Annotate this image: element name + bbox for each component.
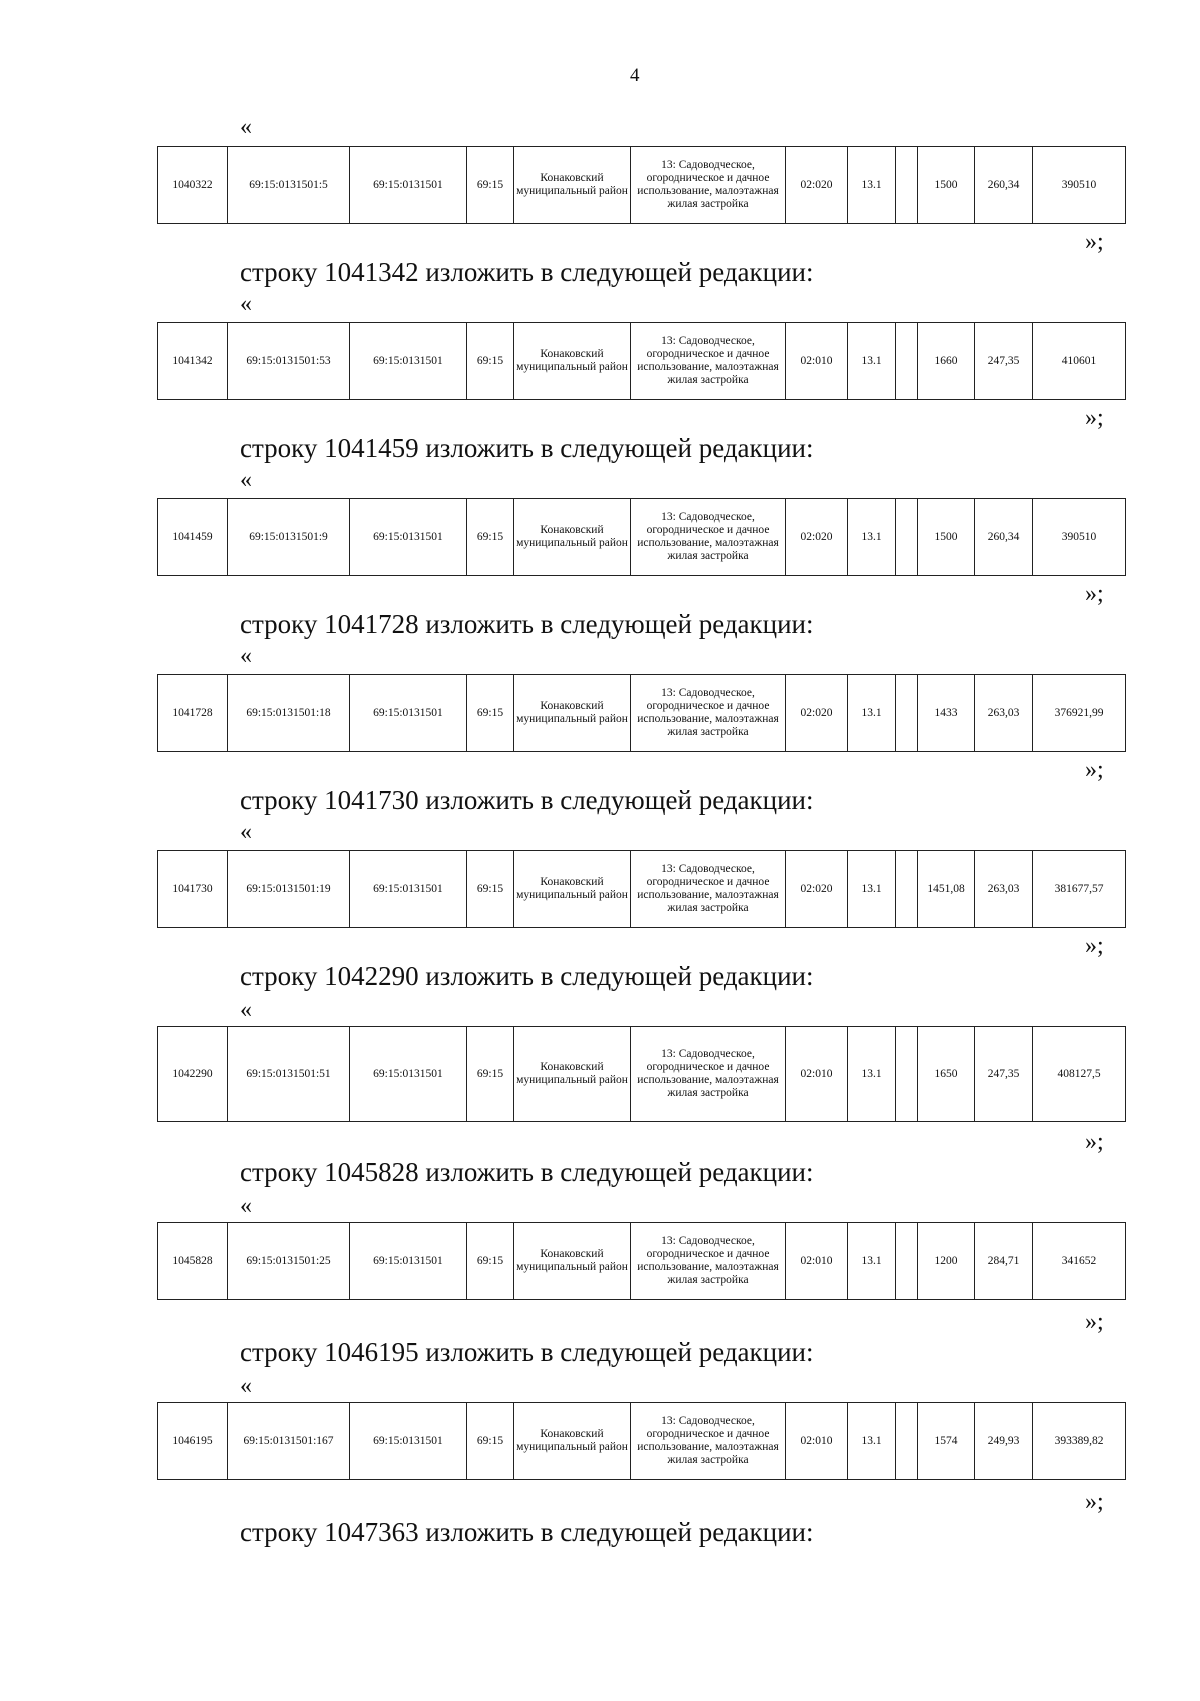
cell-purpose: 13: Садоводческое, огородническое и дачное использование, малоэтажная жилая застройка — [631, 851, 786, 928]
table-row-0 — [157, 146, 1126, 224]
cell-area: 1433 — [918, 675, 975, 752]
section-heading: строку 1041730 изложить в следующей редакции: — [240, 785, 814, 815]
cell-value: 390510 — [1033, 499, 1126, 576]
cell-cadastral-number: 69:15:0131501:51 — [228, 1027, 350, 1122]
cell-district-code: 69:15 — [467, 1223, 514, 1300]
cell-group: 13.1 — [848, 1223, 896, 1300]
cell-area: 1451,08 — [918, 851, 975, 928]
cell-cadastral-number: 69:15:0131501:25 — [228, 1223, 350, 1300]
cell-area: 1200 — [918, 1223, 975, 1300]
cell-purpose: 13: Садоводческое, огородническое и дачное использование, малоэтажная жилая застройка — [631, 499, 786, 576]
cell-district: Конаковский муниципальный район — [514, 499, 631, 576]
cell-id: 1042290 — [158, 1027, 228, 1122]
cell-value: 393389,82 — [1033, 1403, 1126, 1480]
cell-purpose: 13: Садоводческое, огородническое и дачное использование, малоэтажная жилая застройка — [631, 1027, 786, 1122]
cell-group: 13.1 — [848, 1027, 896, 1122]
cell-cadastral-number: 69:15:0131501:53 — [228, 323, 350, 400]
cell-district: Конаковский муниципальный район — [514, 147, 631, 224]
cell-district: Конаковский муниципальный район — [514, 1403, 631, 1480]
close-quote: »; — [1085, 581, 1104, 607]
open-quote: « — [240, 819, 252, 845]
cell-cadastral-quarter: 69:15:0131501 — [350, 851, 467, 928]
table-row-4 — [157, 850, 1126, 928]
open-quote: « — [240, 643, 252, 669]
section-heading: строку 1045828 изложить в следующей редакции: — [240, 1157, 814, 1187]
cell-zone: 02:020 — [786, 675, 848, 752]
cell-zone: 02:010 — [786, 323, 848, 400]
cell-empty — [896, 1403, 918, 1480]
cell-district-code: 69:15 — [467, 675, 514, 752]
cell-rate: 247,35 — [975, 1027, 1033, 1122]
section-heading: строку 1042290 изложить в следующей редакции: — [240, 961, 814, 991]
cell-district: Конаковский муниципальный район — [514, 675, 631, 752]
cell-cadastral-number: 69:15:0131501:9 — [228, 499, 350, 576]
cell-group: 13.1 — [848, 499, 896, 576]
cell-area: 1574 — [918, 1403, 975, 1480]
open-quote: « — [240, 1193, 252, 1219]
cell-zone: 02:020 — [786, 851, 848, 928]
cell-id: 1041730 — [158, 851, 228, 928]
cell-cadastral-quarter: 69:15:0131501 — [350, 1027, 467, 1122]
cell-id: 1046195 — [158, 1403, 228, 1480]
cell-value: 390510 — [1033, 147, 1126, 224]
cell-group: 13.1 — [848, 147, 896, 224]
cell-value: 381677,57 — [1033, 851, 1126, 928]
cell-empty — [896, 675, 918, 752]
cell-area: 1500 — [918, 147, 975, 224]
close-quote: »; — [1085, 757, 1104, 783]
cell-id: 1041728 — [158, 675, 228, 752]
cell-id: 1040322 — [158, 147, 228, 224]
cell-district-code: 69:15 — [467, 1027, 514, 1122]
cell-id: 1041459 — [158, 499, 228, 576]
cell-purpose: 13: Садоводческое, огородническое и дачное использование, малоэтажная жилая застройка — [631, 323, 786, 400]
cell-district-code: 69:15 — [467, 1403, 514, 1480]
section-heading: строку 1041459 изложить в следующей редакции: — [240, 433, 814, 463]
cell-district-code: 69:15 — [467, 499, 514, 576]
cell-rate: 263,03 — [975, 675, 1033, 752]
table-row-7 — [157, 1402, 1126, 1480]
open-quote: « — [240, 467, 252, 493]
cell-purpose: 13: Садоводческое, огородническое и дачное использование, малоэтажная жилая застройка — [631, 675, 786, 752]
close-quote: »; — [1085, 933, 1104, 959]
cell-empty — [896, 1223, 918, 1300]
cell-area: 1500 — [918, 499, 975, 576]
open-quote: « — [240, 291, 252, 317]
table-row-2 — [157, 498, 1126, 576]
table-row-6 — [157, 1222, 1126, 1300]
section-heading: строку 1041342 изложить в следующей редакции: — [240, 257, 814, 287]
cell-zone: 02:010 — [786, 1223, 848, 1300]
cell-group: 13.1 — [848, 1403, 896, 1480]
table-row-1 — [157, 322, 1126, 400]
cell-cadastral-quarter: 69:15:0131501 — [350, 323, 467, 400]
cell-rate: 284,71 — [975, 1223, 1033, 1300]
cell-district: Конаковский муниципальный район — [514, 851, 631, 928]
cell-value: 376921,99 — [1033, 675, 1126, 752]
cell-zone: 02:020 — [786, 499, 848, 576]
cell-rate: 249,93 — [975, 1403, 1033, 1480]
close-quote: »; — [1085, 1129, 1104, 1155]
cell-id: 1045828 — [158, 1223, 228, 1300]
cell-district-code: 69:15 — [467, 323, 514, 400]
cell-district-code: 69:15 — [467, 851, 514, 928]
close-quote: »; — [1085, 229, 1104, 255]
cell-cadastral-number: 69:15:0131501:18 — [228, 675, 350, 752]
section-heading: строку 1046195 изложить в следующей редакции: — [240, 1337, 814, 1367]
cell-cadastral-number: 69:15:0131501:19 — [228, 851, 350, 928]
table-row-5 — [157, 1026, 1126, 1122]
cell-empty — [896, 323, 918, 400]
cell-value: 410601 — [1033, 323, 1126, 400]
cell-cadastral-number: 69:15:0131501:167 — [228, 1403, 350, 1480]
cell-cadastral-quarter: 69:15:0131501 — [350, 1223, 467, 1300]
table-row-3 — [157, 674, 1126, 752]
open-quote: « — [240, 997, 252, 1023]
page-number: 4 — [630, 65, 640, 86]
cell-zone: 02:010 — [786, 1403, 848, 1480]
cell-district-code: 69:15 — [467, 147, 514, 224]
cell-group: 13.1 — [848, 851, 896, 928]
close-quote: »; — [1085, 1489, 1104, 1515]
cell-group: 13.1 — [848, 675, 896, 752]
close-quote: »; — [1085, 1309, 1104, 1335]
cell-zone: 02:020 — [786, 147, 848, 224]
cell-district: Конаковский муниципальный район — [514, 1223, 631, 1300]
cell-area: 1660 — [918, 323, 975, 400]
cell-purpose: 13: Садоводческое, огородническое и дачное использование, малоэтажная жилая застройка — [631, 1403, 786, 1480]
cell-purpose: 13: Садоводческое, огородническое и дачное использование, малоэтажная жилая застройка — [631, 1223, 786, 1300]
cell-cadastral-quarter: 69:15:0131501 — [350, 675, 467, 752]
cell-rate: 260,34 — [975, 499, 1033, 576]
close-quote: »; — [1085, 405, 1104, 431]
cell-district: Конаковский муниципальный район — [514, 1027, 631, 1122]
cell-group: 13.1 — [848, 323, 896, 400]
cell-value: 408127,5 — [1033, 1027, 1126, 1122]
cell-purpose: 13: Садоводческое, огородническое и дачное использование, малоэтажная жилая застройка — [631, 147, 786, 224]
cell-rate: 263,03 — [975, 851, 1033, 928]
cell-rate: 247,35 — [975, 323, 1033, 400]
cell-district: Конаковский муниципальный район — [514, 323, 631, 400]
cell-value: 341652 — [1033, 1223, 1126, 1300]
cell-cadastral-quarter: 69:15:0131501 — [350, 1403, 467, 1480]
cell-id: 1041342 — [158, 323, 228, 400]
open-quote: « — [240, 114, 252, 140]
cell-empty — [896, 1027, 918, 1122]
open-quote: « — [240, 1373, 252, 1399]
section-heading: строку 1041728 изложить в следующей редакции: — [240, 609, 814, 639]
cell-area: 1650 — [918, 1027, 975, 1122]
cell-empty — [896, 851, 918, 928]
cell-rate: 260,34 — [975, 147, 1033, 224]
cell-cadastral-number: 69:15:0131501:5 — [228, 147, 350, 224]
cell-zone: 02:010 — [786, 1027, 848, 1122]
final-heading: строку 1047363 изложить в следующей редакции: — [240, 1517, 814, 1547]
cell-empty — [896, 147, 918, 224]
cell-cadastral-quarter: 69:15:0131501 — [350, 499, 467, 576]
cell-empty — [896, 499, 918, 576]
cell-cadastral-quarter: 69:15:0131501 — [350, 147, 467, 224]
